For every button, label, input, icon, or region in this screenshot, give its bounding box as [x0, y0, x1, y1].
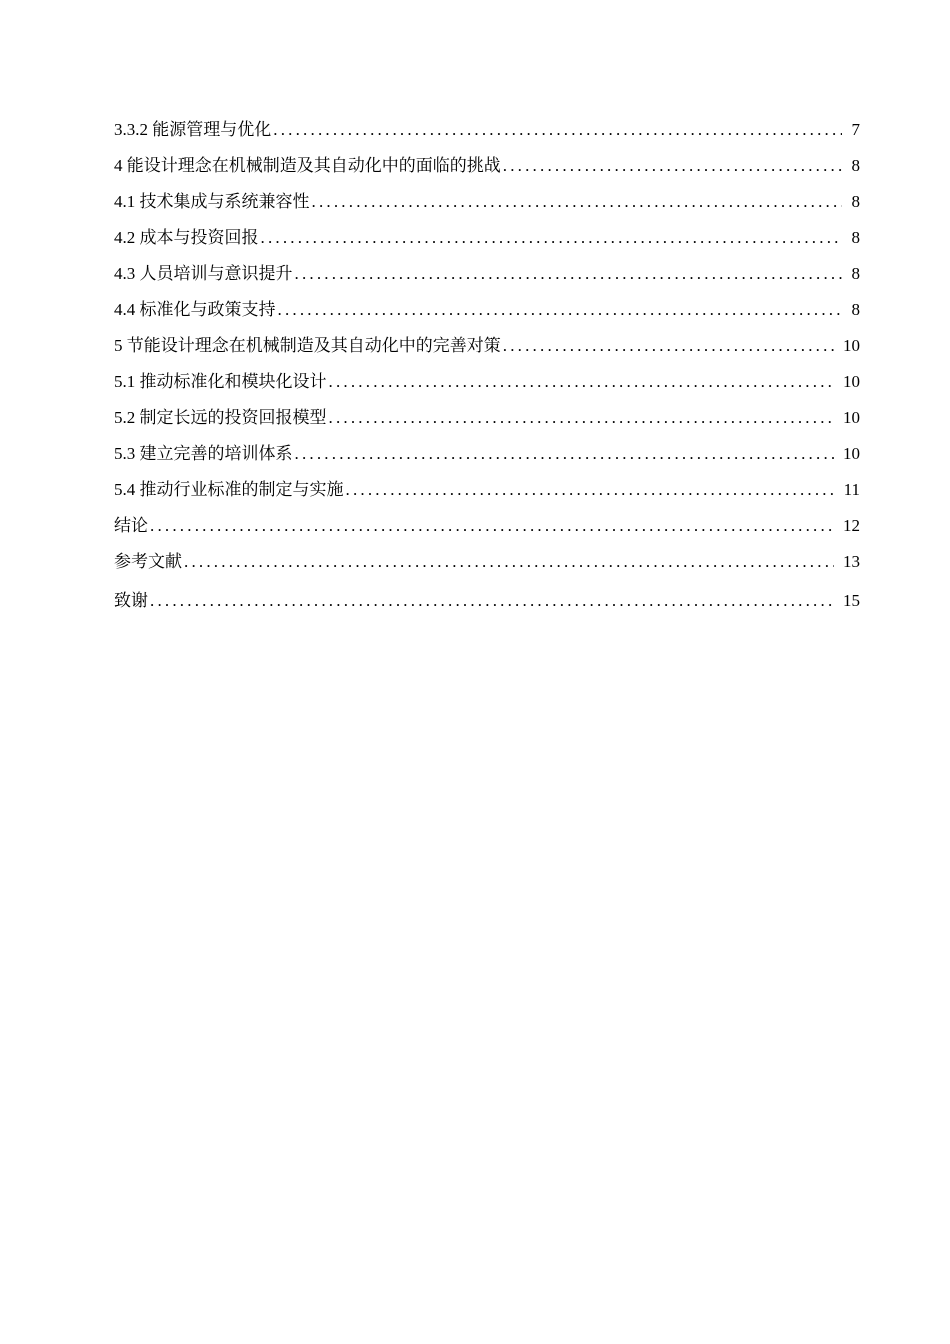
toc-dot-leader [261, 224, 843, 252]
toc-page-number: 12 [843, 516, 860, 535]
toc-dot-leader [184, 548, 834, 576]
toc-entry-title: 结论 [114, 516, 148, 535]
toc-dot-leader [150, 512, 834, 540]
toc-page-number: 10 [843, 444, 860, 463]
toc-dot-leader [295, 260, 843, 288]
toc-entry-title: 5 节能设计理念在机械制造及其自动化中的完善对策 [114, 336, 501, 355]
toc-entry-title: 4.2 成本与投资回报 [114, 228, 259, 247]
toc-entry-title: 5.1 推动标准化和模块化设计 [114, 372, 327, 391]
toc-page-number: 8 [851, 192, 860, 211]
toc-dot-leader [278, 296, 843, 324]
toc-entry[interactable] [114, 476, 860, 512]
toc-entry-title: 5.4 推动行业标准的制定与实施 [114, 480, 344, 499]
toc-entry[interactable] [114, 440, 860, 476]
toc-entry-title: 致谢 [114, 591, 148, 610]
toc-entry-title: 5.3 建立完善的培训体系 [114, 444, 293, 463]
toc-entry[interactable] [114, 548, 860, 584]
toc-page-number: 10 [843, 408, 860, 427]
toc-entry[interactable] [114, 368, 860, 404]
toc-entry[interactable] [114, 332, 860, 368]
toc-entry-title: 4.4 标准化与政策支持 [114, 300, 276, 319]
toc-page-number: 8 [851, 156, 860, 175]
toc-entry[interactable] [114, 296, 860, 332]
toc-page-number: 7 [851, 120, 860, 139]
toc-entry-title: 3.3.2 能源管理与优化 [114, 120, 272, 139]
toc-entry-title: 参考文献 [114, 552, 182, 571]
toc-page-number: 8 [851, 264, 860, 283]
toc-page-number: 8 [851, 228, 860, 247]
toc-dot-leader [150, 587, 834, 615]
toc-dot-leader [312, 188, 843, 216]
toc-dot-leader [329, 404, 835, 432]
toc-dot-leader [503, 152, 842, 180]
toc-page-number: 10 [843, 336, 860, 355]
toc-entry[interactable] [114, 587, 860, 623]
toc-dot-leader [346, 476, 835, 504]
toc-entry[interactable] [114, 512, 860, 548]
toc-entry[interactable] [114, 260, 860, 296]
toc-dot-leader [503, 332, 834, 360]
toc-entry[interactable] [114, 116, 860, 152]
toc-entry[interactable] [114, 152, 860, 188]
toc-page-number: 15 [843, 591, 860, 610]
toc-dot-leader [329, 368, 835, 396]
table-of-contents [114, 116, 860, 623]
toc-entry-title: 4 能设计理念在机械制造及其自动化中的面临的挑战 [114, 156, 501, 175]
toc-page-number: 13 [843, 552, 860, 571]
toc-entry[interactable] [114, 224, 860, 260]
toc-entry[interactable] [114, 404, 860, 440]
toc-dot-leader [295, 440, 835, 468]
toc-entry-title: 4.3 人员培训与意识提升 [114, 264, 293, 283]
toc-page-number: 8 [851, 300, 860, 319]
toc-page-number: 10 [843, 372, 860, 391]
toc-page-number: 11 [843, 480, 860, 499]
toc-entry-title: 5.2 制定长远的投资回报模型 [114, 408, 327, 427]
toc-entry-title: 4.1 技术集成与系统兼容性 [114, 192, 310, 211]
toc-entry[interactable] [114, 188, 860, 224]
toc-dot-leader [273, 116, 842, 144]
